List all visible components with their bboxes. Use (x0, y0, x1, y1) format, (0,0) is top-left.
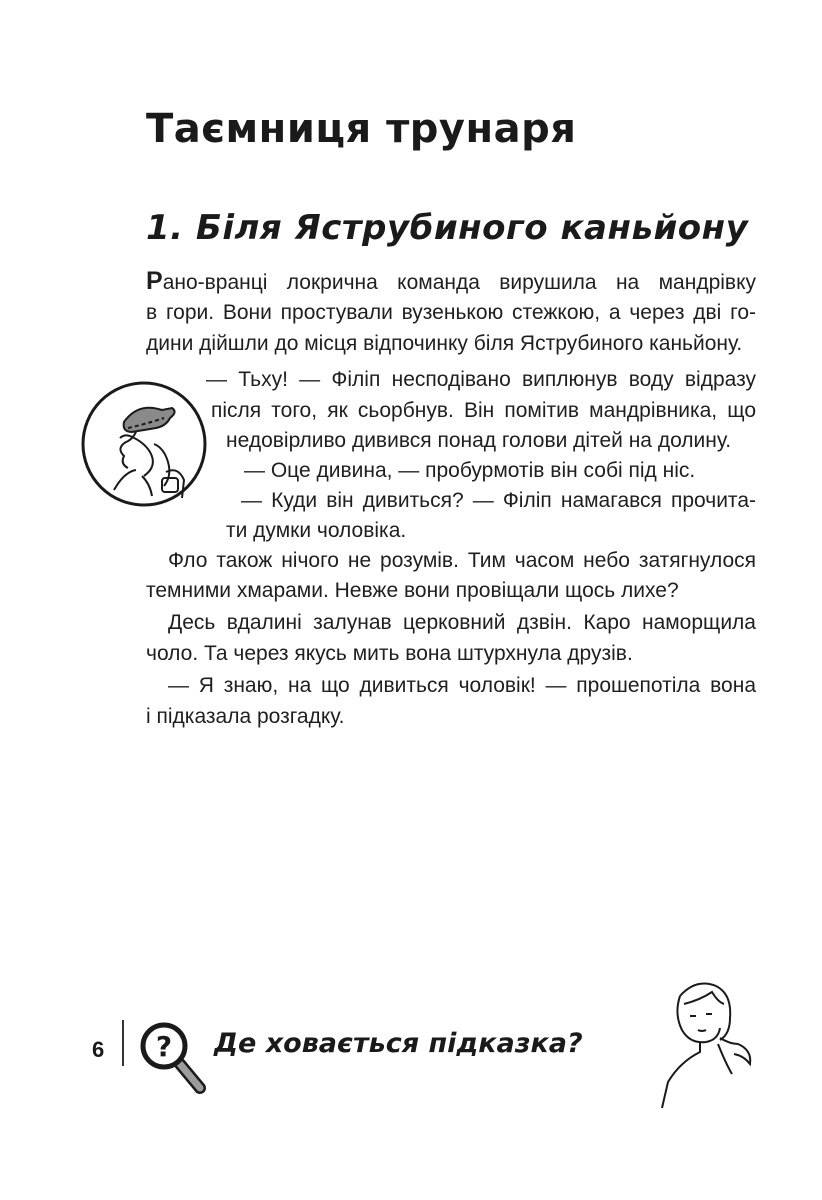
dropcap: Р (146, 267, 163, 295)
text-line: після того, як сьорбнув. Він помітив мандрівника, що (211, 399, 756, 422)
traveler-portrait-icon (80, 380, 208, 508)
text-line: — Тьху! — Філіп несподівано виплюнув воду відразу (206, 368, 756, 391)
text-line: чоло. Та через якусь мить вона штурхнула друзів. (146, 642, 633, 665)
text-line: в гори. Вони простували вузенькою стежкою, а через дві го- (146, 301, 756, 324)
magnifier-question-icon (140, 1020, 208, 1096)
hint-title: Де ховається підказка? (214, 1028, 583, 1059)
text-line: ти думки чоловіка. (226, 519, 407, 542)
footer-divider (122, 1020, 124, 1066)
girl-detective-icon (660, 978, 760, 1112)
text-line: Фло також нічого не розумів. Тим часом небо затягнулося (168, 549, 756, 572)
text-line: недовірливо дивився понад голови дітей на долину. (226, 429, 732, 452)
text-line (146, 266, 756, 298)
book-title: Таємниця трунаря (146, 106, 577, 152)
text-line-content: ано-вранці локрична команда вирушила на мандрівку (162, 271, 756, 294)
text-line: — Я знаю, на що дивиться чоловік! — прошепотіла вона (168, 674, 756, 697)
page-number: 6 (92, 1037, 105, 1062)
text-line: — Оце дивина, — пробурмотів він собі під ніс. (244, 459, 696, 482)
text-line: дини дійшли до місця відпочинку біля Яструбиного каньйону. (146, 332, 743, 355)
text-line: — Куди він дивиться? — Філіп намагався прочита- (241, 489, 756, 512)
chapter-title: 1. Біля Яструбиного каньйону (146, 208, 749, 248)
text-line: темними хмарами. Невже вони провіщали щось лихе? (146, 579, 679, 602)
text-line: і підказала розгадку. (146, 705, 345, 728)
text-line: Десь вдалині залунав церковний дзвін. Каро наморщила (168, 611, 756, 634)
svg-text:?: ? (155, 1030, 173, 1063)
